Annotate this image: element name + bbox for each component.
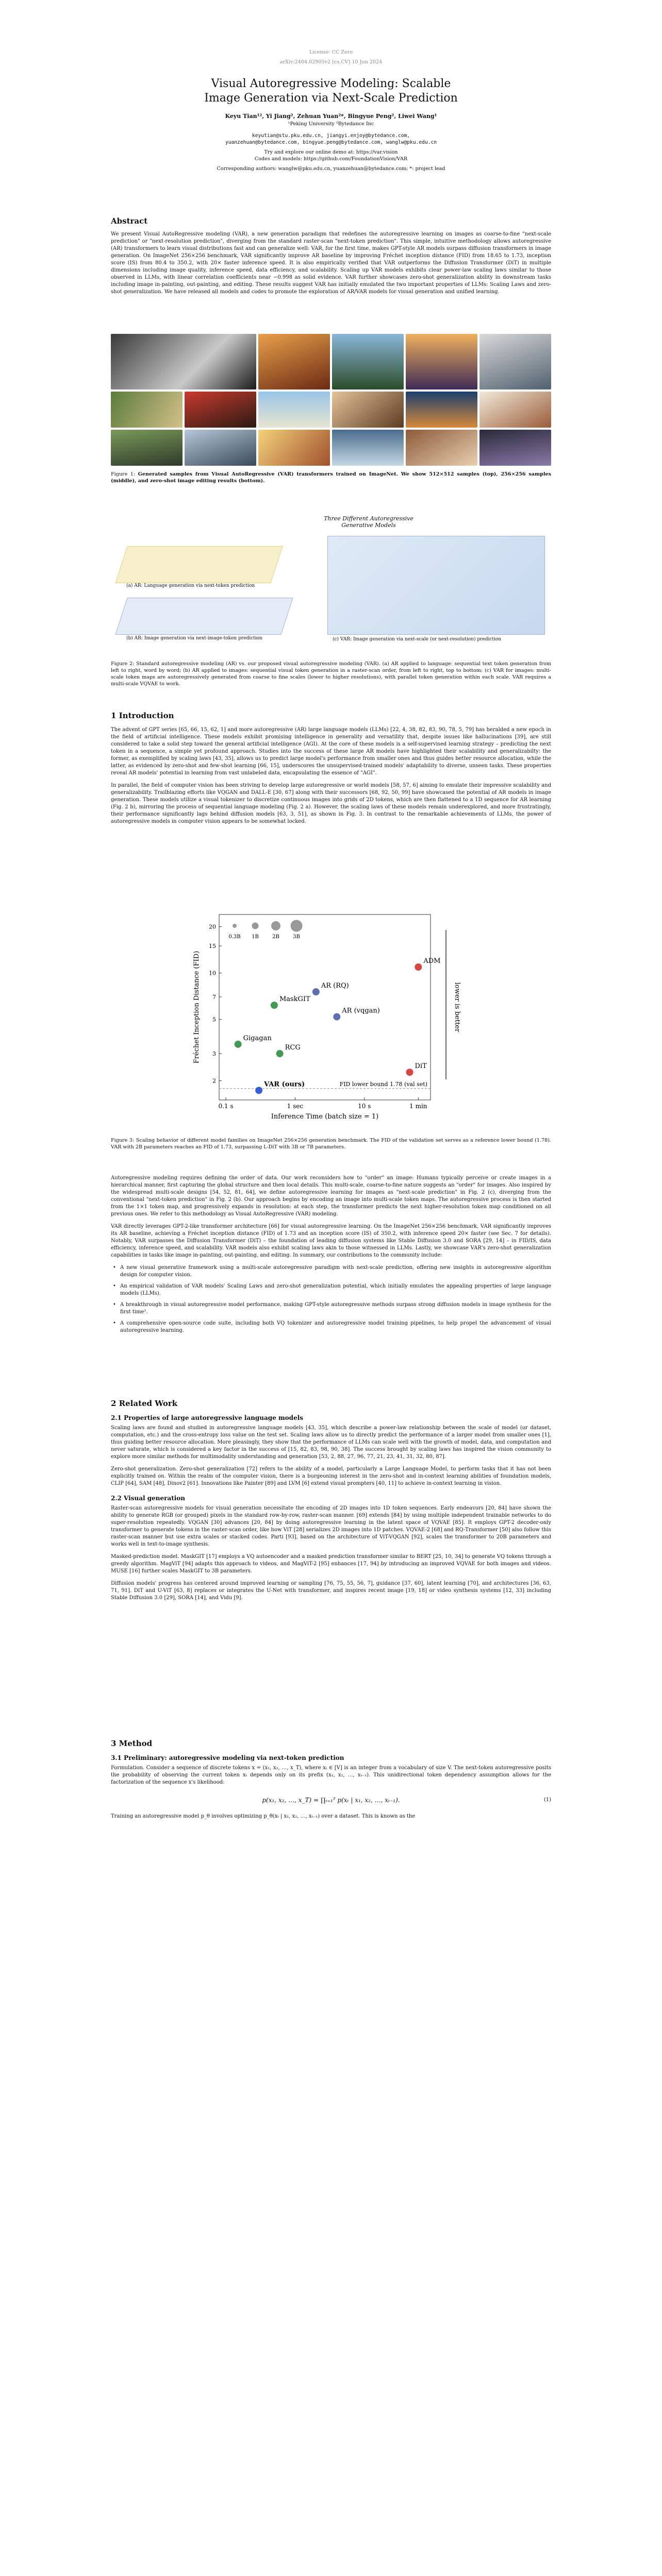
method-paragraph-1: Formulation. Consider a sequence of discrete tokens x = (x₁, x₂, …, x_T), where xₜ ∈ [V] is an integer from a vocabulary of size V. The next-token autoregressive posits the probability of observing the current token xₜ depends only on its prefix (x₁, x₂, …, xₜ₋₁). This unidirectional token dependency assumption allows for the factorization of the sequence x's likelihood: [111,1765,551,1785]
y-axis-label: Fréchet Inception Distance (FID) [193,951,201,1064]
y-tick-label: 5 [212,1016,216,1023]
related-paragraph-1: Scaling laws are found and studied in autoregressive language models [43, 35], which describe a power-law relationship between the scale of model (or dataset, computation, etc.) and the cross-entropy loss value on the test set. Scaling laws allow us to directly predict the performance of a larger model from smaller ones [1], thus guiding better resource allocation. More pleasingly, they show that the performance of LLMs can scale well with the growth of model, data, and computation and never saturate, which is considered a key factor in the success of [15, 82, 83, 98, 90, 38]. The success brought by scaling laws has inspired the vision community to explore more similar methods for multimodality understanding and generation [53, 2, 88, 27, 96, 77, 21, 23, 41, 31, 32, 80, 87]. [111,1425,551,1460]
size-legend-marker [233,924,237,928]
figure-3 [111,904,551,1156]
sample-image [258,392,330,428]
figure-2 [111,515,551,692]
size-legend-marker [291,920,303,932]
related-paragraph-3: Raster-scan autoregressive models for visual generation necessitate the encoding of 2D images into 1D token sequences. Early endeavors [20, 84] have shown the ability to generate RGB (or grouped) pixels in the standard row-by-row, raster-scan manner. [69] extends [84] by using multiple independent trainable networks to do super-resolution repeatedly. VQGAN [30] advances [20, 84] by doing autoregressive learning in the latent space of VQVAE [85]. It employs GPT-2 decoder-only transformer to generate tokens in the raster-scan order, like how ViT [28] serializes 2D images into 1D patches. VQVAE-2 [68] and RQ-Transformer [50] also follow this raster-scan manner but use extra scales or stacked codes. Parti [93], based on the architecture of ViT-VQGAN [92], scales the transformer to 20B parameters and works well in text-to-image synthesis. [111,1505,551,1547]
data-point-label: MaskGIT [279,995,310,1004]
panel-b-label: (b) AR: Image generation via next-image-token prediction [126,636,262,641]
lower-is-better-label: lower is better [453,982,461,1032]
sample-image [111,392,183,428]
data-point [415,963,422,971]
contribution-item: • A breakthrough in visual autoregressive model performance, making GPT-style autoregressive methods surpass strong diffusion models in image synthesis for the first time¹. [111,1301,551,1316]
method-paragraph-2: Training an autoregressive model p_θ involves optimizing p_θ(xₜ | x₁, x₂, …, xₜ₋₁) over a dataset. This is known as the [111,1814,416,1819]
panel-c-graphic [327,536,545,635]
figure-1-caption-text: Generated samples from Visual AutoRegressive (VAR) transformers trained on ImageNet. We show 512×512 samples (top), 256×256 samples (middle), and zero-shot image editing results (bottom). [111,471,551,484]
subsection-3-1-heading: 3.1 Preliminary: autoregressive modeling via next-token prediction [111,1754,344,1761]
sample-image [479,430,551,466]
sample-image-grid [111,334,551,466]
section-related-work [111,1399,551,1607]
sample-image [258,430,330,466]
data-point [271,1002,278,1009]
intro-paragraph-3: Autoregressive modeling requires defining the order of data. Our work reconsiders how to "order" an image: Humans typically perceive or create images in a hierarchical manner, first capturing the global structure and then local details. This multi-scale, coarse-to-fine nature suggests an "order" for images. Also inspired by the widespread multi-scale designs [54, 52, 81, 64], we define autoregressive learning for images as "next-scale prediction" in Fig. 2 (c), diverging from the conventional "next-token prediction" in Fig. 2 (b). Our approach begins by encoding an image into multi-scale token maps. The autoregressive process is then started from the 1×1 token map, and progressively expands in resolution: at each step, the transformer predicts the next higher-resolution token map conditioned on all previous ones. We refer to this methodology as Visual AutoRegressive (VAR) modeling. [111,1175,551,1217]
demo-link[interactable]: Try and explore our online demo at: https://var.vision [264,149,398,155]
contribution-item: • A new visual generative framework using a multi-scale autoregressive paradigm with next-scale prediction, offering new insights in autoregressive algorithm design for computer vision. [111,1264,551,1279]
section-introduction-cont [111,1170,551,1338]
size-legend-label: 0.3B [228,934,241,940]
arxiv-id[interactable]: arXiv:2404.02905v2 [cs.CV] 10 Jun 2024 [279,59,383,65]
y-tick-label: 3 [212,1050,216,1057]
sample-image [479,392,551,428]
related-paragraph-5: Diffusion models' progress has centered around improved learning or sampling [76, 75, 55, 56, 7], guidance [37, 60], latent learning [70], and architectures [36, 63, 71, 91]. DiT and U-ViT [63, 8] replaces or integrates the U-Net with transformer, and inspires recent image [19, 18] or video synthesis systems [12, 33] including Stable Diffusion 3.0 [29], SORA [14], and Vidu [9]. [111,1581,551,1601]
sample-image [332,334,404,389]
emails-line-1: keyutian@stu.pku.edu.cn, jiangyi.enjoy@bytedance.com, [252,133,410,139]
sample-image [111,430,183,466]
data-point [235,1041,242,1048]
panel-a-label: (a) AR: Language generation via next-token prediction [126,583,255,588]
y-tick-label: 7 [212,993,216,1001]
section-1-heading: 1 Introduction [111,711,174,720]
license-line: License: CC Zero [309,49,353,55]
sample-image [185,430,256,466]
size-legend-marker [271,921,280,930]
size-legend-marker [252,923,259,929]
contribution-item: • An empirical validation of VAR models' Scaling Laws and zero-shot generalization potential, which initially emulates the appealing properties of large language models (LLMs). [111,1283,551,1297]
data-point-label: VAR (ours) [264,1080,305,1089]
section-3-heading: 3 Method [111,1739,153,1748]
panel-c-label: (c) VAR: Image generation via next-scale (or next-resolution) prediction [333,637,502,642]
sample-image [332,392,404,428]
section-introduction [111,711,551,831]
sample-image [406,334,477,389]
intro-paragraph-2: In parallel, the field of computer vision has been striving to develop large autoregressive or world models [58, 57, 6] aiming to emulate their impressive scalability and generalizability. Trailblazing efforts like VQGAN and DALL-E [30, 67] along with their successors [68, 92, 50, 99] have showcased the potential of AR models in image generation. These models utilize a visual tokenizer to discretize continuous images into grids of 2D tokens, which are then flattened to a 1D sequence for AR learning (Fig. 2 b), mirroring the process of sequential language modeling (Fig. 2 a). However, the scaling laws of these models remain underexplored, and more frustratingly, their performance significantly lags behind diffusion models [63, 3, 51], as shown in Fig. 3. In contrast to the remarkable achievements of LLMs, the power of autoregressive models in computer vision appears to be somewhat locked. [111,783,551,824]
paper-title-line2: Image Generation via Next-Scale Prediction [204,92,458,105]
plot-frame [219,914,431,1100]
data-point [333,1013,340,1021]
fid-vs-time-chart [111,904,551,1131]
fid-lower-bound-label: FID lower bound 1.78 (val set) [339,1080,427,1088]
equation-1-body: p(x₁, x₂, …, x_T) = ∏ₜ₌₁ᵀ p(xₜ | x₁, x₂, …, xₜ₋₁). [262,1797,400,1804]
subsection-2-1-heading: 2.1 Properties of large autoregressive language models [111,1414,304,1421]
x-tick-label: 1 min [409,1103,427,1110]
figure-2-title: Three Different Autoregressive Generative Models [324,515,413,529]
figure-2-diagram [111,515,551,654]
x-axis-label: Inference Time (batch size = 1) [271,1113,379,1121]
data-point [406,1069,413,1076]
abstract-heading: Abstract [111,216,148,226]
figure-3-caption-text: Scaling behavior of different model families on ImageNet 256×256 generation benchmark. The FID of the validation set serves as a reference lower bound (1.78). VAR with 2B parameters reaches an FID of 1.73, surpassing L-DiT with 3B or 7B parameters. [111,1138,552,1150]
y-tick-label: 2 [212,1077,216,1084]
section-2-heading: 2 Related Work [111,1399,178,1408]
figure-1-label: Figure 1: [111,471,136,477]
data-point [312,988,320,995]
equation-1-number: (1) [543,1797,551,1803]
x-tick-label: 10 s [358,1103,371,1110]
sample-image [185,392,256,428]
data-point-label: AR (RQ) [321,982,349,990]
intro-paragraph-4: VAR directly leverages GPT-2-like transformer architecture [66] for visual autoregressive learning. On the ImageNet 256×256 benchmark, VAR significantly improves its AR baseline, achieving a Fréchet inception distance (FID) of 1.73 and an inception score (IS) of 350.2, with inference speed 20× faster (see Sec. 7 for details). Notably, VAR surpasses the Diffusion Transformer (DiT) – the foundation of leading diffusion systems like Stable Diffusion 3.0 and SORA [29, 14] – in FID/IS, data efficiency, inference speed, and scalability. VAR models also exhibit scaling laws akin to those witnessed in LLMs. Lastly, we showcase VAR's zero-shot generalization capabilities in tasks like image in-painting, out-painting, and editing. In summary, our contributions to the community include: [111,1224,551,1258]
x-tick-label: 0.1 s [218,1103,234,1110]
affiliations: ¹Peking University ²Bytedance Inc [288,121,374,127]
y-tick-label: 10 [209,970,216,977]
abstract-section [111,216,551,301]
figure-2-caption-text: Standard autoregressive modeling (AR) vs. our proposed visual autoregressive modeling (VAR). (a) AR applied to language: sequential text token generation from left to right, word by word; (b) AR applied to images: sequential visual token generation in a raster-scan order, from left to right, top to bottom; (c) VAR for images: multi-scale token maps are autoregressively generated from coarse to fine scales (lower to higher resolutions), with parallel token generation within each scale. VAR requires a multi-scale VQVAE to work. [111,661,551,687]
equation-1 [111,1791,551,1809]
sample-image [258,334,330,389]
contribution-list [111,1264,551,1334]
figure-3-caption [111,1137,551,1150]
emails-line-2: yuanzehuan@bytedance.com, bingyue.peng@bytedance.com, wanglw@pku.edu.cn [225,140,437,145]
size-legend-label: 3B [293,934,300,940]
data-point-label: AR (vqgan) [342,1007,380,1015]
corresponding-authors: Corresponding authors: wanglw@pku.edu.cn, yuanzehuan@bytedance.com; *: project lead [217,166,445,172]
paper-title-line1: Visual Autoregressive Modeling: Scalable [211,77,451,90]
y-tick-label: 20 [209,923,216,930]
figure-1-caption [111,471,551,484]
code-link[interactable]: Codes and models: https://github.com/FoundationVision/VAR [254,156,408,162]
panel-b-graphic [115,598,293,635]
data-point [255,1087,262,1094]
related-paragraph-4: Masked-prediction model. MaskGIT [17] employs a VQ autoencoder and a masked prediction transformer similar to BERT [25, 10, 34] to generate VQ tokens through a greedy algorithm. MagViT [94] adapts this approach to videos, and MagViT-2 [95] enhances [17, 94] by introducing an improved VQVAE for both images and videos. MUSE [16] further scales MaskGIT to 3B parameters. [111,1554,551,1574]
figure-1 [111,334,551,489]
section-method [111,1739,551,1825]
x-tick-label: 1 sec [287,1103,304,1110]
panel-a-graphic [115,546,283,583]
data-point [276,1050,284,1057]
size-legend-label: 1B [252,934,259,940]
intro-paragraph-1: The advent of GPT series [65, 66, 15, 62, 1] and more autoregressive (AR) large language models (LLMs) [22, 4, 38, 82, 83, 90, 78, 5, 79] has heralded a new epoch in the field of artificial intelligence. These models exhibit promising intelligence in generality and versatility that, despite issues like hallucinations [39], are still considered to take a solid step toward the general artificial intelligence (AGI). At the core of these models is a self-supervised learning strategy – predicting the next token in a sequence, a simple yet profound approach. Studies into the success of these large AR models have highlighted their scalability and generalizabilty: the former, as exemplified by scaling laws [43, 35], allows us to predict large model's performance from smaller ones and thus guides better resource allocation, while the latter, as evidenced by zero-shot and few-shot learning [66, 15], underscores the unsupervised-trained models' adaptability to diverse, unseen tasks. These properties reveal AR models' potential in learning from vast unlabeled data, encapsulating the essence of "AGI". [111,727,551,776]
data-point-label: DiT [415,1062,427,1071]
sample-image [479,334,551,389]
sample-image [111,334,256,389]
paper-header [111,49,551,172]
figure-2-label: Figure 2: [111,661,135,667]
data-point-label: Gigagan [243,1034,272,1042]
sample-image [406,430,477,466]
size-legend-label: 2B [272,934,279,940]
sample-image [406,392,477,428]
abstract-text: We present Visual AutoRegressive modeling (VAR), a new generation paradigm that redefines the autoregressive learning on images as coarse-to-fine "next-scale prediction" or "next-resolution prediction", diverging from the standard raster-scan "next-token prediction". This simple, intuitive methodology allows autoregressive (AR) transformers to learn visual distributions fast and can generalize well: VAR, for the first time, makes GPT-style AR models surpass diffusion transformers in image generation. On ImageNet 256×256 benchmark, VAR significantly improve AR baseline by improving Fréchet inception distance (FID) from 18.65 to 1.73, inception score (IS) from 80.4 to 350.2, with 20× faster inference speed. It is also empirically verified that VAR outperforms the Diffusion Transformer (DiT) in multiple dimensions including image quality, inference speed, data efficiency, and scalability. Scaling up VAR models exhibits clear power-law scaling laws similar to those observed in LLMs, with linear correlation coefficients near −0.998 as solid evidence. VAR further showcases zero-shot generalization ability in downstream tasks including image in-painting, out-painting, and editing. These results suggest VAR has initially emulated the two important properties of LLMs: Scaling Laws and zero-shot generalization. We have released all models and codes to promote the exploration of AR/VAR models for visual generation and unified learning. [111,231,551,295]
data-point-label: ADM [423,957,441,965]
figure-3-label: Figure 3: [111,1138,135,1143]
author-list: Keyu Tian¹², Yi Jiang², Zehuan Yuan²*, Bingyue Peng², Liwei Wang¹ [225,113,437,120]
figure-2-caption [111,660,551,687]
related-paragraph-2: Zero-shot generalization. Zero-shot generalization [72] refers to the ability of a model, particularly a Large Language Model, to perform tasks that it has not been explicitly trained on. Within the realm of the computer vision, there is a burgeoning interest in the zero-shot and in-context learning abilities of foundation models, CLIP [64], SAM [48], Dinov2 [61]. Innovations like Painter [89] and LVM [6] extend visual prompters [40, 11] to achieve in-context learning in vision. [111,1466,551,1486]
subsection-2-2-heading: 2.2 Visual generation [111,1495,186,1502]
y-tick-label: 15 [209,943,216,950]
sample-image [332,430,404,466]
data-point-label: RCG [285,1044,301,1052]
contribution-item: • A comprehensive open-source code suite, including both VQ tokenizer and autoregressive model training pipelines, to help propel the advancement of visual autoregressive learning. [111,1320,551,1334]
